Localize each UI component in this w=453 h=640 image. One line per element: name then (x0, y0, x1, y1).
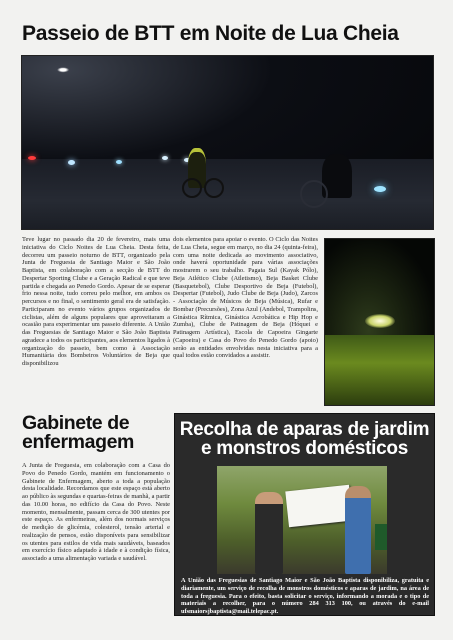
recolha-text: A União das Freguesias de Santiago Maior e São João Baptista disponibiliza, gratuita e diariamente, um serviço de recolha de monstros domésticos e aparas de jardim, na área de toda a freguesia. Para o efeito, basta solicitar o serviço, informando a morada e o tipo de materiais a recolher, para o número 284 313 100, ou através do e-mail ufsmaiorsjbaptista@mail.telepac.pt. (181, 577, 429, 616)
bike-light (28, 156, 36, 160)
road (22, 159, 433, 229)
worker-figure (255, 492, 283, 574)
article-btt-text-1: Teve lugar no passado dia 20 de fevereiro, mais uma iniciativa do Ciclo Noites de Lua Cheia. Desta feita, decorreu um passeio noturno de BTT, organizado pela Junta de Freguesia de Santiago Maior e São João Baptista, em colaboração com a secção de BTT do Despertar Sporting Clube e a Geração Radical e que teve partida e chegada ao Penedo Gordo. Apesar de se esperar frio nessa noite, tudo correu pelo melhor, em ambos os percursos e no final, o sentimento geral era de satisfação. Participaram no evento vários grupos organizados de ciclistas, além de alguns populares que aproveitaram a ocasião para experimentar um passeio diferente. A União das Freguesias de Santiago Maior e São João Baptista agradece a todos os participantes, aos elementos ligados à organização do passeio, bem como à Associação Humanitária dos Bombeiros Voluntários de Beja que disponibilizou (22, 236, 170, 367)
article-btt-column-2 (173, 236, 318, 360)
night-cyclists-field-photo (324, 238, 435, 406)
enfermagem-title: Gabinete de enfermagem (22, 412, 134, 453)
worker-figure (345, 486, 371, 574)
headline: Passeio de BTT em Noite de Lua Cheia (22, 22, 399, 45)
article-btt-column-1 (22, 236, 170, 368)
article-btt-text-2: dois elementos para apoiar o evento. O Ciclo das Noites de Lua Cheia, segue em março, no dia 24 (quinta-feira), com uma noite dedicada ao movimento associativo, onde haverá oportunidade para várias associações mostrarem o seu trabalho. Pagaia Sul (Kayak Pólo), Beja Atlético Clube (Atletismo), Beja Basket Clube (Basquetebol), Clube Desportivo de Beja (Futebol), Despertar (Futebol), Judo Clube de Beja (Judo), Zarcos - Associação de Músicos de Beja (Música), Rufar e Bombar (Precursões), Zona Azul (Andebol, Trampolins, Ginástica Rítmica, Ginástica Acrobática e Hip Hop e Zumba), Clube de Patinagem de Beja (Hóquei e Patinagem Artística), Escola de Capoeira Gingarte (Capoeira) e Casa do Povo do Penedo Gordo (apoio) serão as entidades envolvidas nesta iniciativa para a qual todos estão convidados a assistir. (173, 236, 318, 360)
bike-light (374, 186, 386, 192)
bike-light (68, 160, 75, 165)
recolha-box (174, 413, 435, 616)
green-bin (375, 524, 387, 550)
bicycle-wheel (300, 180, 328, 208)
grass (325, 335, 434, 405)
headlamp-glow (365, 314, 395, 328)
enfermagem-text: A Junta de Freguesia, em colaboração com a Casa do Povo do Penedo Gordo, mantém em funcionamento o Gabinete de Enfermagem, aberto a toda a população desta localidade. Recordamos que este espaço está aberto ao público às segundas e quartas-feiras de manhã, a partir das 10.00 horas, no edifício da Casa do Povo. Neste momento, mensalmente, passam cerca de 300 utentes por este espaço. As enfermeiras, além dos normais serviços de medição de glicémia, colesterol, tensão arterial e realização de pensos, estão disponíveis para sensibilizar os utentes para estilos de vida mais saudáveis, baseados em exercício físico adaptado à idade e à condição física, associado a uma alimentação variada e saudável. (22, 462, 170, 562)
recolha-title: Recolha de aparas de jardim e monstros domésticos (179, 419, 430, 459)
night-cycling-photo (21, 55, 434, 230)
bike-light (162, 156, 168, 160)
bike-light (116, 160, 122, 164)
waste-collection-photo (217, 466, 387, 574)
white-board (285, 485, 352, 527)
bicycle-wheel (182, 178, 202, 198)
bicycle-wheel (204, 178, 224, 198)
enfermagem-column (22, 462, 170, 563)
